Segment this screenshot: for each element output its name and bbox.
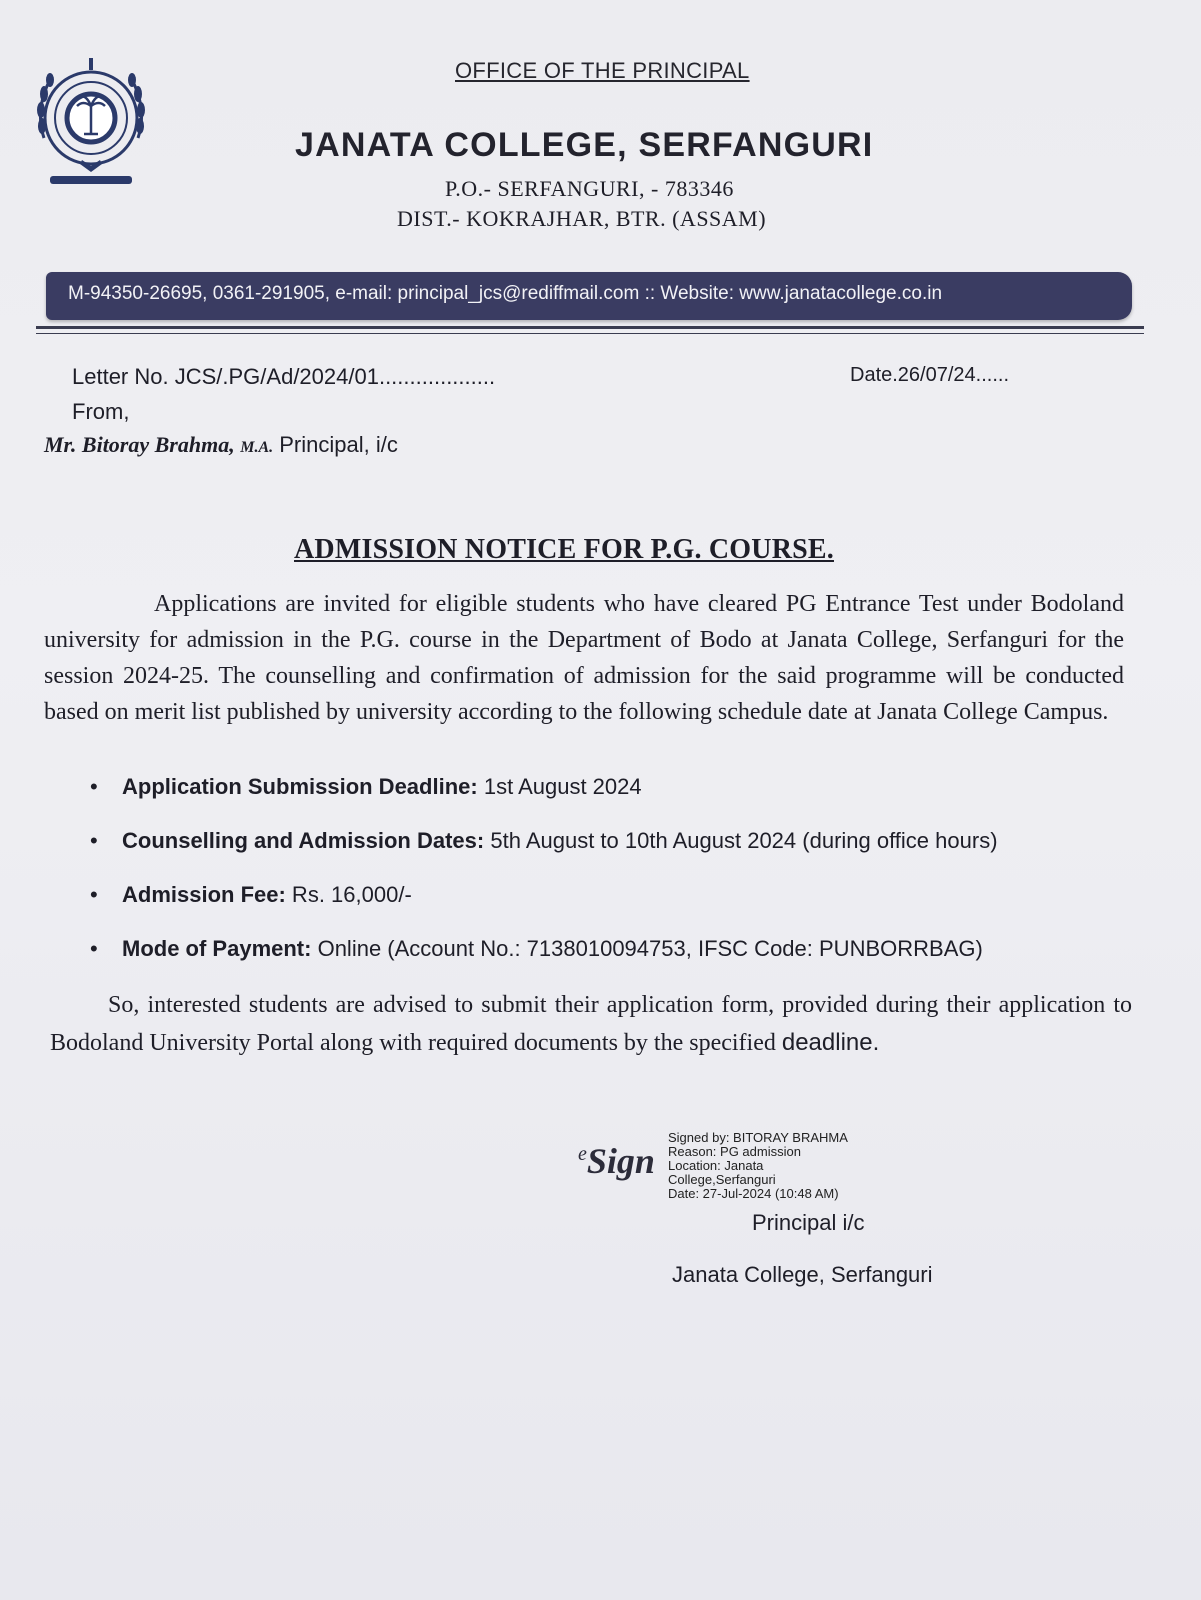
contact-text: M-94350-26695, 0361-291905, e-mail: principal_jcs@rediffmail.com :: Website: www.janatacollege.co.in [68,283,943,304]
letter-date: Date.26/07/24...... [850,364,1009,386]
closing-last: deadline. [781,1029,880,1056]
esign-e: e [578,1143,587,1165]
letter-number [72,364,495,390]
contact-bar [46,272,1132,320]
college-emblem-logo [30,48,152,194]
esign-reason: Reason: PG admission [668,1144,801,1159]
list-item [90,826,998,880]
letter-number-value: JCS/.PG/Ad/2024/01................... [168,364,496,389]
list-item [90,880,998,934]
address-line-2: DIST.- KOKRAJHAR, BTR. (ASSAM) [397,206,767,231]
item-label: Mode of Payment: [122,936,312,961]
item-value: 1st August 2024 [477,774,642,799]
item-value: Rs. 16,000/- [285,882,412,907]
sender-line [44,432,398,458]
item-value: Online (Account No.: 7138010094753, IFSC Code: PUNBORRBAG) [311,936,983,961]
signatory-title: Principal i/c [752,1210,865,1235]
office-heading: OFFICE OF THE PRINCIPAL [455,58,750,83]
list-item [90,934,998,988]
signatory-college: Janata College, Serfanguri [672,1262,933,1287]
esign-word: Sign [586,1141,655,1181]
esign-location: Location: Janata [668,1158,764,1173]
closing-paragraph [50,986,1132,1062]
esign-location-2: College,Serfanguri [668,1172,776,1187]
esign-signed-by: Signed by: BITORAY BRAHMA [668,1130,848,1145]
esign-logo [578,1140,655,1182]
closing-main: So, interested students are advised to submit their application form, provided during their application to Bodoland University Portal along with required documents by the specified [50,992,1132,1056]
letter-number-label: Letter No. [72,364,169,389]
schedule-list [90,772,998,988]
list-item [90,772,998,826]
header-rule-thin [36,333,1144,334]
item-label: Counselling and Admission Dates: [122,828,485,853]
notice-paragraph: Applications are invited for eligible students who have cleared PG Entrance Test under Bodoland university for admission in the P.G. course in the Department of Bodo at Janata College, Serfanguri for the session 2024-25. The counselling and confirmation of admission for the said programme will be conducted based on merit list published by university according to the following schedule date at Janata College Campus. [44,591,1124,725]
address-line-1: P.O.- SERFANGURI, - 783346 [445,176,734,201]
college-name: JANATA COLLEGE, SERFANGURI [295,126,874,164]
item-label: Admission Fee: [122,882,286,907]
esign-date: Date: 27-Jul-2024 (10:48 AM) [668,1186,839,1201]
esign-details [668,1131,888,1201]
from-label: From, [72,399,130,424]
item-value: 5th August to 10th August 2024 (during office hours) [484,828,998,853]
item-label: Application Submission Deadline: [122,774,478,799]
sender-name: Mr. Bitoray Brahma, [44,432,235,457]
header-rule [36,326,1144,329]
notice-title: ADMISSION NOTICE FOR P.G. COURSE. [294,534,834,565]
sender-degree: M.A. [240,439,274,456]
sender-position: Principal, i/c [273,432,398,457]
